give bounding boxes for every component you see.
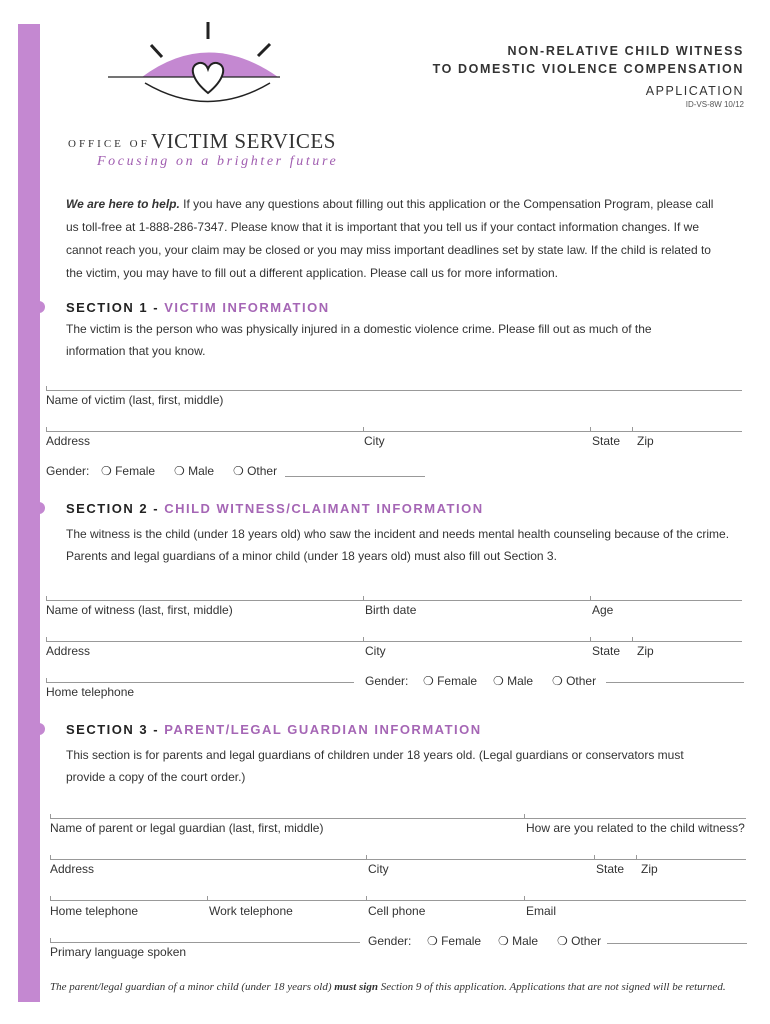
- section-3-heading: [66, 722, 482, 737]
- field-tick: [50, 855, 51, 859]
- witness-gender-label: Gender:: [365, 674, 409, 688]
- witness-birthdate-label: Birth date: [365, 603, 417, 617]
- section-2-description: The witness is the child (under 18 years old) who saw the incident and needs mental health counseling because of the crime. Parents and legal guardians of a minor child (under 18 years old) must also fill out Section 3.: [66, 527, 730, 563]
- field-tick: [636, 855, 637, 859]
- form-title-line-1: NON-RELATIVE CHILD WITNESS: [507, 44, 744, 58]
- witness-phone-field[interactable]: [46, 682, 354, 683]
- witness-name-field[interactable]: [46, 600, 742, 601]
- guardian-gender-female-radio[interactable]: ❍ Female: [427, 934, 482, 948]
- guardian-gender-other-radio[interactable]: ❍ Other: [557, 934, 602, 948]
- document-type: APPLICATION: [645, 84, 744, 98]
- witness-age-label: Age: [592, 603, 614, 617]
- witness-zip-label: Zip: [637, 644, 654, 658]
- field-tick: [50, 938, 51, 942]
- guardian-name-field[interactable]: [50, 818, 746, 819]
- victim-gender-other-radio[interactable]: ❍ Other: [233, 464, 278, 478]
- guardian-relation-label: How are you related to the child witness?: [526, 821, 745, 835]
- guardian-email-label: Email: [526, 904, 557, 918]
- field-tick: [46, 596, 47, 600]
- witness-gender-female-radio[interactable]: ❍ Female: [423, 674, 478, 688]
- section-2-title: CHILD WITNESS/CLAIMANT INFORMATION: [164, 501, 484, 516]
- victim-address-label: Address: [46, 434, 91, 448]
- field-tick: [590, 596, 591, 600]
- victim-gender-male-radio[interactable]: ❍ Male: [174, 464, 215, 478]
- guardian-state-label: State: [596, 862, 625, 876]
- witness-phone-label: Home telephone: [46, 685, 135, 699]
- witness-address-field[interactable]: [46, 641, 742, 642]
- guardian-gender-other-field[interactable]: [607, 943, 747, 944]
- org-name: VICTIM SERVICES: [151, 129, 336, 153]
- guardian-city-label: City: [368, 862, 389, 876]
- victim-gender-female-radio[interactable]: ❍ Female: [101, 464, 156, 478]
- section-1-title: VICTIM INFORMATION: [164, 300, 330, 315]
- witness-gender-male-radio[interactable]: ❍ Male: [493, 674, 534, 688]
- field-tick: [524, 896, 525, 900]
- section-2-number: SECTION 2 -: [66, 501, 165, 516]
- section-3-marker: [33, 723, 45, 735]
- field-tick: [363, 427, 364, 431]
- field-tick: [363, 596, 364, 600]
- section-3-title: PARENT/LEGAL GUARDIAN INFORMATION: [164, 722, 482, 737]
- guardian-gender-label: Gender:: [368, 934, 412, 948]
- witness-state-label: State: [592, 644, 621, 658]
- witness-name-label: Name of witness (last, first, middle): [46, 603, 233, 617]
- guardian-address-label: Address: [50, 862, 95, 876]
- section-2-marker: [33, 502, 45, 514]
- section-1-marker: [33, 301, 45, 313]
- field-tick: [632, 637, 633, 641]
- guardian-gender-male-radio[interactable]: ❍ Male: [498, 934, 539, 948]
- section-3-number: SECTION 3 -: [66, 722, 165, 737]
- witness-gender-other-field[interactable]: [606, 682, 744, 683]
- victim-gender-other-field[interactable]: [285, 476, 425, 477]
- field-tick: [363, 637, 364, 641]
- witness-address-label: Address: [46, 644, 91, 658]
- office-of-text: OFFICE OF: [68, 138, 150, 150]
- field-tick: [46, 678, 47, 682]
- victim-state-label: State: [592, 434, 621, 448]
- intro-body: If you have any questions about filling out this application or the Compensation Program, please call us toll-free at 1-888-286-7347. Please know that it is important that you tell us if your contact information changes. If we cannot reach you, your claim may be closed or you may miss important deadlines set by state law. If the child is related to the victim, you may have to fill out a different application. Please call us for more information.: [66, 197, 714, 280]
- victim-city-label: City: [364, 434, 385, 448]
- guardian-language-field[interactable]: [50, 942, 360, 943]
- victim-zip-label: Zip: [637, 434, 654, 448]
- witness-gender-other-radio[interactable]: ❍ Other: [552, 674, 597, 688]
- form-code: ID-VS-8W 10/12: [685, 100, 744, 109]
- field-tick: [46, 427, 47, 431]
- field-tick: [50, 814, 51, 818]
- section-3-description: This section is for parents and legal guardians of children under 18 years old. (Legal guardians or conservators must provide a copy of the court order.): [66, 748, 684, 784]
- guardian-language-label: Primary language spoken: [50, 945, 187, 959]
- eye-heart-logo-icon: [100, 20, 300, 110]
- victim-address-field[interactable]: [46, 431, 742, 432]
- section-1-description: The victim is the person who was physically injured in a domestic violence crime. Please fill out as much of the information that you know.: [66, 322, 652, 358]
- intro-lead: We are here to help.: [66, 197, 180, 211]
- witness-city-label: City: [365, 644, 386, 658]
- intro-paragraph: [66, 193, 726, 285]
- section-1-heading: [66, 300, 330, 315]
- signature-notice-part2: Section 9 of this application. Applications that are not signed will be returned.: [377, 981, 726, 993]
- signature-notice: [50, 981, 726, 993]
- guardian-home-phone-label: Home telephone: [50, 904, 139, 918]
- field-tick: [366, 855, 367, 859]
- guardian-cell-phone-label: Cell phone: [368, 904, 426, 918]
- field-tick: [207, 896, 208, 900]
- field-tick: [366, 896, 367, 900]
- signature-notice-emphasis: must sign: [334, 981, 378, 993]
- form-title-line-2: TO DOMESTIC VIOLENCE COMPENSATION: [432, 62, 744, 76]
- guardian-name-label: Name of parent or legal guardian (last, first, middle): [50, 821, 324, 835]
- guardian-contact-field[interactable]: [50, 900, 746, 901]
- field-tick: [50, 896, 51, 900]
- tagline: Focusing on a brighter future: [97, 154, 339, 169]
- field-tick: [590, 637, 591, 641]
- field-tick: [524, 814, 525, 818]
- field-tick: [594, 855, 595, 859]
- victim-gender-label: Gender:: [46, 464, 90, 478]
- guardian-zip-label: Zip: [641, 862, 658, 876]
- field-tick: [46, 386, 47, 390]
- field-tick: [590, 427, 591, 431]
- signature-notice-part1: The parent/legal guardian of a minor child (under 18 years old): [50, 981, 335, 993]
- field-tick: [632, 427, 633, 431]
- victim-name-field[interactable]: [46, 390, 742, 391]
- guardian-work-phone-label: Work telephone: [209, 904, 293, 918]
- victim-name-label: Name of victim (last, first, middle): [46, 393, 224, 407]
- section-2-heading: [66, 501, 484, 516]
- section-1-number: SECTION 1 -: [66, 300, 165, 315]
- field-tick: [46, 637, 47, 641]
- guardian-address-field[interactable]: [50, 859, 746, 860]
